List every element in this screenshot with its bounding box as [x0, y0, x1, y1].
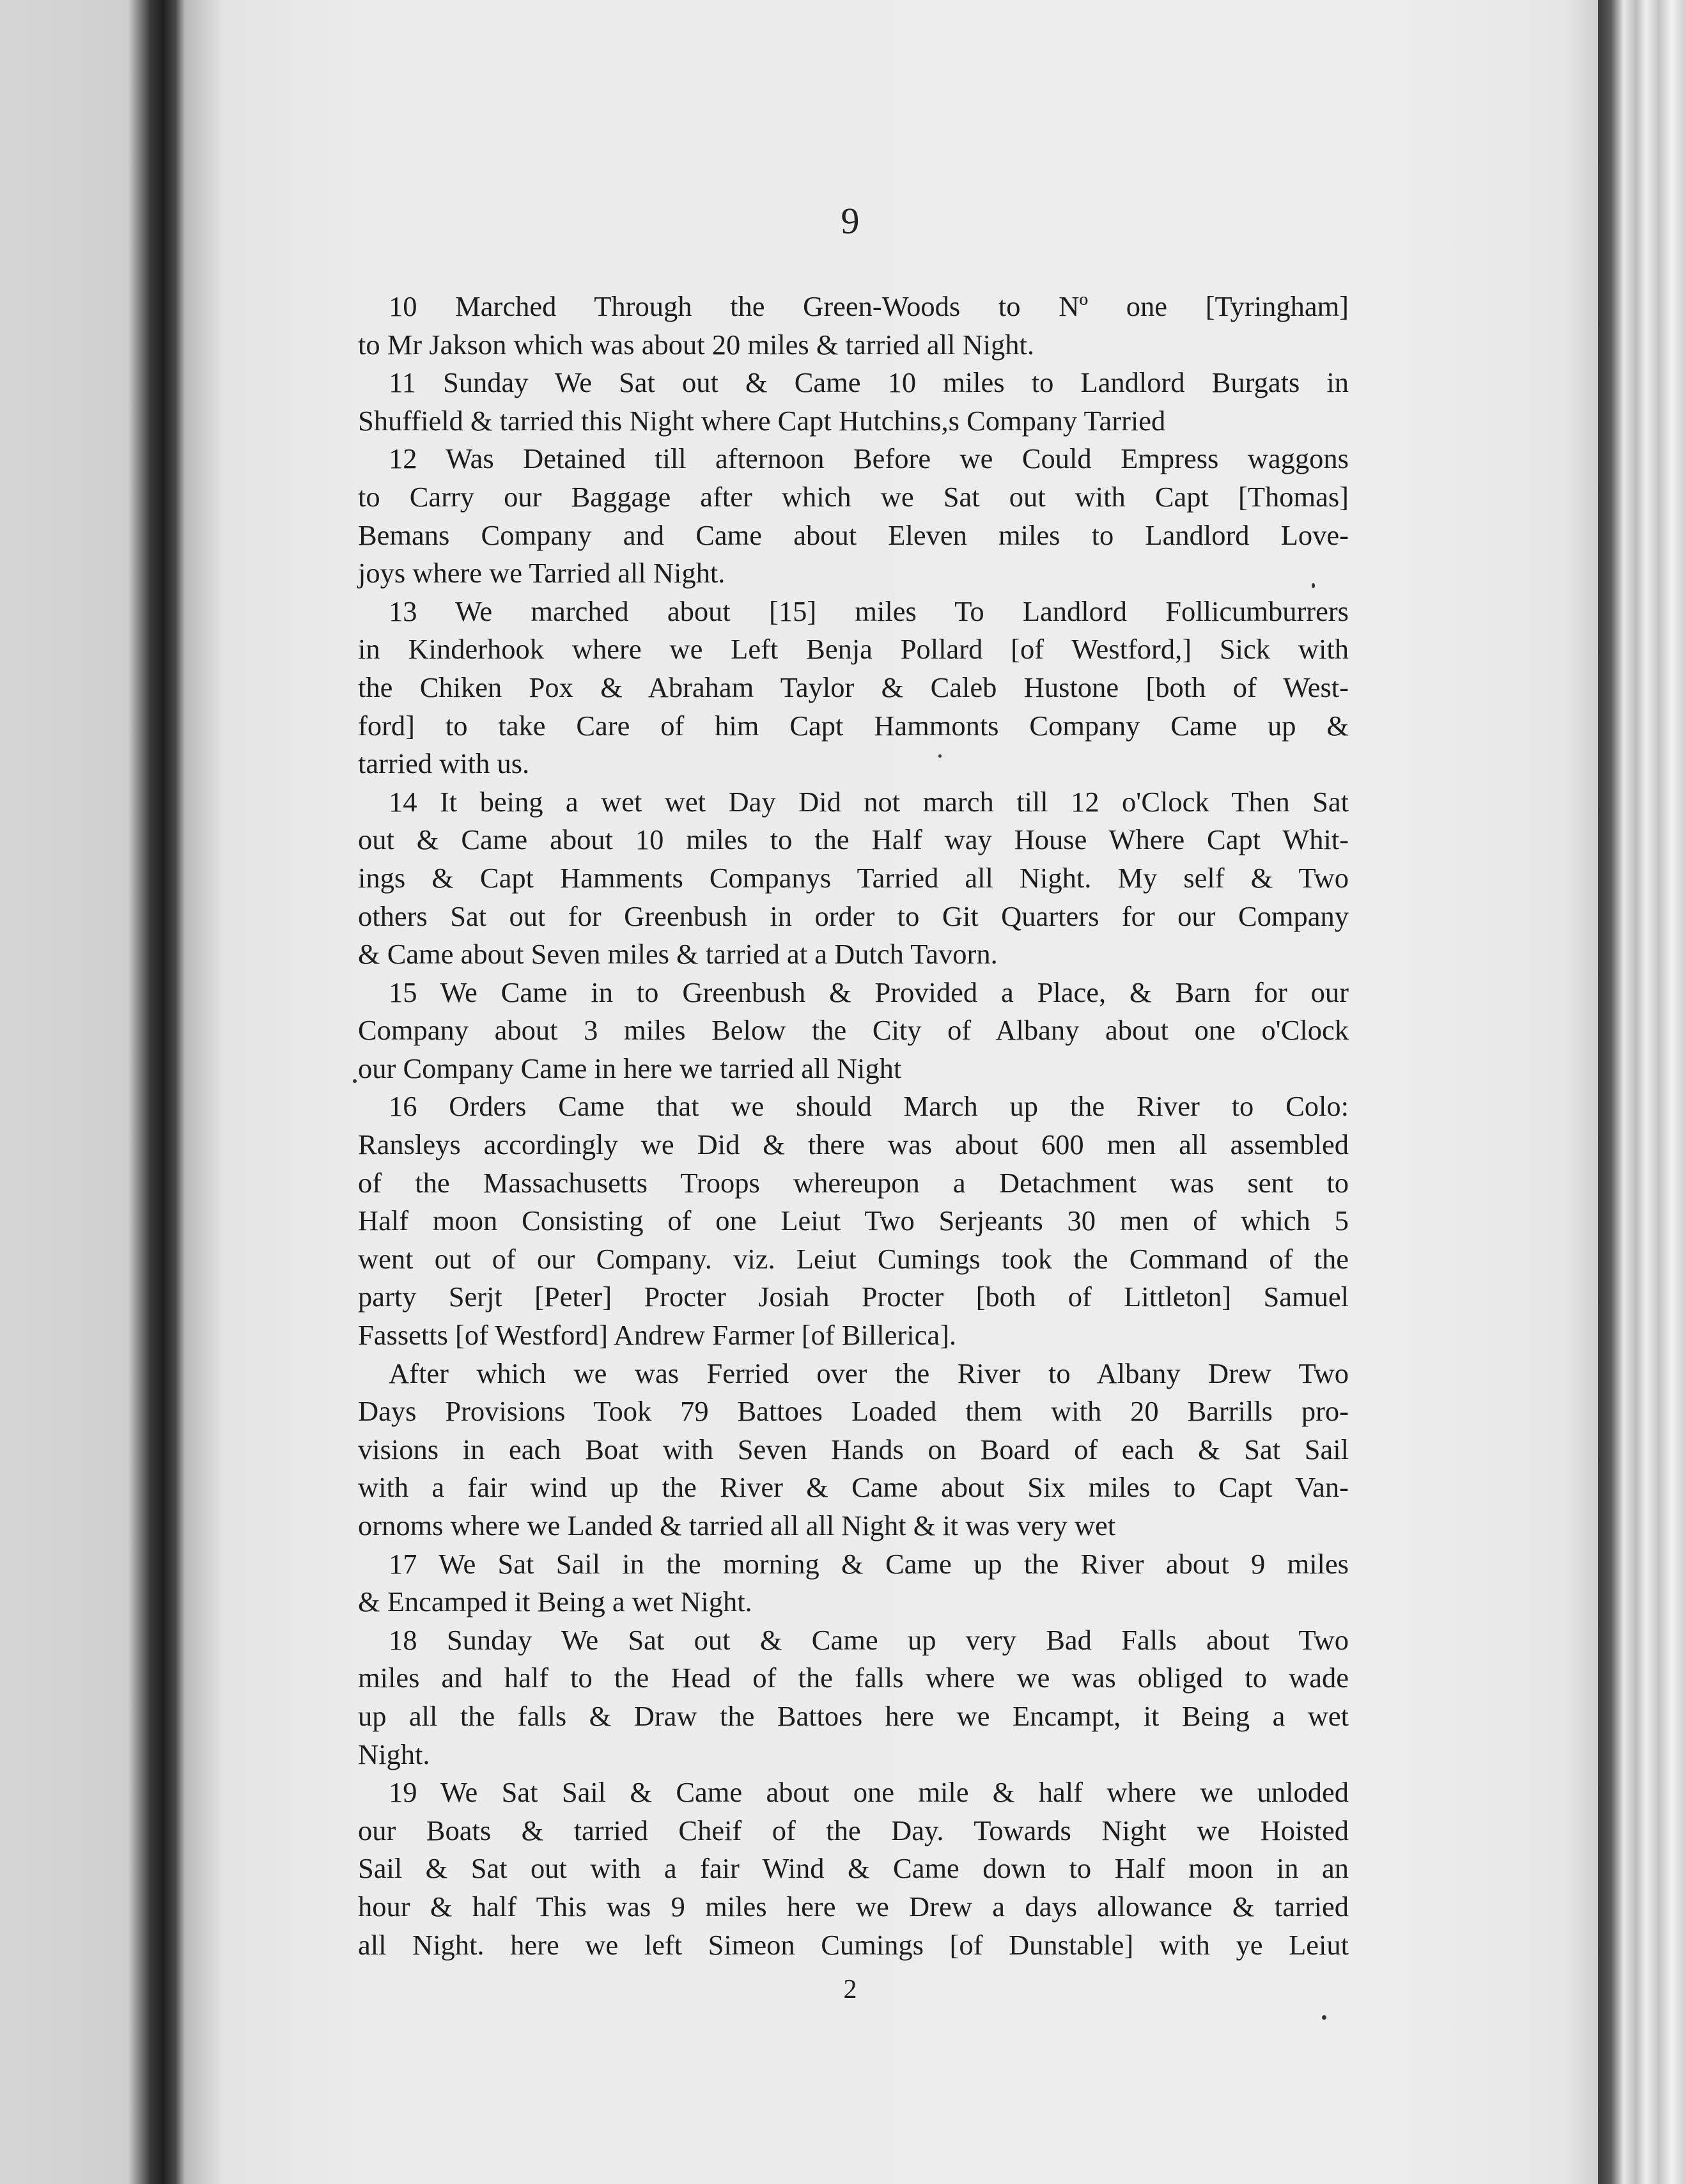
text-line: tarried with us.: [358, 747, 530, 780]
text-line: 18 Sunday We Sat out & Came up very Bad Falls about Two: [389, 1623, 1349, 1656]
text-line: Half moon Consisting of one Leiut Two Serjeants 30 men of which 5: [358, 1205, 1349, 1237]
journal-text: [358, 288, 1349, 1964]
dust-speck: [938, 754, 942, 758]
text-line: went out of our Company. viz. Leiut Cumings took the Command of the: [358, 1242, 1349, 1275]
text-line: 12 Was Detained till afternoon Before we Could Empress waggons: [389, 442, 1349, 475]
text-line: hour & half This was 9 miles here we Drew a days allowance & tarried: [358, 1890, 1349, 1923]
text-line: Sail & Sat out with a fair Wind & Came down to Half moon in an: [358, 1852, 1349, 1885]
text-line: & Encamped it Being a wet Night.: [358, 1586, 752, 1618]
text-line: 16 Orders Came that we should March up the River to Colo:: [389, 1090, 1349, 1123]
book-binding-edge: [1598, 0, 1685, 2184]
text-line: party Serjt [Peter] Procter Josiah Procter [both of Littleton] Samuel: [358, 1281, 1349, 1313]
text-line: visions in each Boat with Seven Hands on Board of each & Sat Sail: [358, 1433, 1349, 1465]
dust-speck: [1322, 2015, 1326, 2020]
signature-mark: 2: [843, 1975, 857, 2004]
text-line: ford] to take Care of him Capt Hammonts Company Came up &: [358, 709, 1349, 742]
text-line: out & Came about 10 miles to the Half way House Where Capt Whit-: [358, 823, 1349, 856]
text-line: in Kinderhook where we Left Benja Pollard [of Westford,] Sick with: [358, 633, 1349, 666]
text-line: ornoms where we Landed & tarried all all Night & it was very wet: [358, 1509, 1116, 1541]
text-line: Company about 3 miles Below the City of Albany about one o'Clock: [358, 1014, 1349, 1047]
text-line: of the Massachusetts Troops whereupon a Detachment was sent to: [358, 1166, 1349, 1199]
text-line: with a fair wind up the River & Came about Six miles to Capt Van-: [358, 1471, 1349, 1504]
text-line: others Sat out for Greenbush in order to Git Quarters for our Company: [358, 900, 1349, 932]
text-line: Shuffield & tarried this Night where Capt Hutchins,s Company Tarried: [358, 404, 1166, 437]
text-line: Days Provisions Took 79 Battoes Loaded them with 20 Barrills pro-: [358, 1395, 1349, 1428]
text-line: to Mr Jakson which was about 20 miles & tarried all Night.: [358, 328, 1034, 361]
text-line: After which we was Ferried over the River to Albany Drew Two: [389, 1357, 1349, 1389]
text-line: up all the falls & Draw the Battoes here we Encampt, it Being a wet: [358, 1699, 1349, 1732]
page-number: 9: [841, 200, 860, 242]
text-line: & Came about Seven miles & tarried at a Dutch Tavorn.: [358, 938, 998, 971]
text-line: our Boats & tarried Cheif of the Day. Towards Night we Hoisted: [358, 1814, 1349, 1846]
text-line: joys where we Tarried all Night.: [358, 557, 726, 589]
text-line: 10 Marched Through the Green-Woods to Nº one [Tyringham]: [389, 290, 1349, 322]
text-line: Fassetts [of Westford] Andrew Farmer [of Billerica].: [358, 1319, 957, 1352]
text-line: 14 It being a wet wet Day Did not march till 12 o'Clock Then Sat: [389, 785, 1349, 818]
dust-speck: [1312, 583, 1315, 588]
text-line: 17 We Sat Sail in the morning & Came up the River about 9 miles: [389, 1547, 1349, 1580]
text-line: 19 We Sat Sail & Came about one mile & half where we unloded: [389, 1776, 1349, 1809]
dust-speck: [353, 1079, 357, 1083]
text-line: the Chiken Pox & Abraham Taylor & Caleb Hustone [both of West-: [358, 671, 1349, 703]
text-line: 13 We marched about [15] miles To Landlord Follicumburrers: [389, 595, 1349, 627]
text-line: all Night. here we left Simeon Cumings [of Dunstable] with ye Leiut: [358, 1928, 1349, 1961]
text-line: Ransleys accordingly we Did & there was about 600 men all assembled: [358, 1128, 1349, 1161]
text-line: Bemans Company and Came about Eleven miles to Landlord Love-: [358, 519, 1349, 551]
text-line: Night.: [358, 1738, 430, 1770]
microfilm-edge: [0, 0, 185, 2184]
text-line: our Company Came in here we tarried all Night: [358, 1052, 902, 1084]
text-line: 15 We Came in to Greenbush & Provided a Place, & Barn for our: [389, 976, 1349, 1008]
text-line: miles and half to the Head of the falls where we was obliged to wade: [358, 1662, 1349, 1694]
text-line: ings & Capt Hamments Companys Tarried all Night. My self & Two: [358, 861, 1349, 894]
text-line: 11 Sunday We Sat out & Came 10 miles to Landlord Burgats in: [389, 366, 1349, 399]
text-line: to Carry our Baggage after which we Sat out with Capt [Thomas]: [358, 480, 1349, 513]
